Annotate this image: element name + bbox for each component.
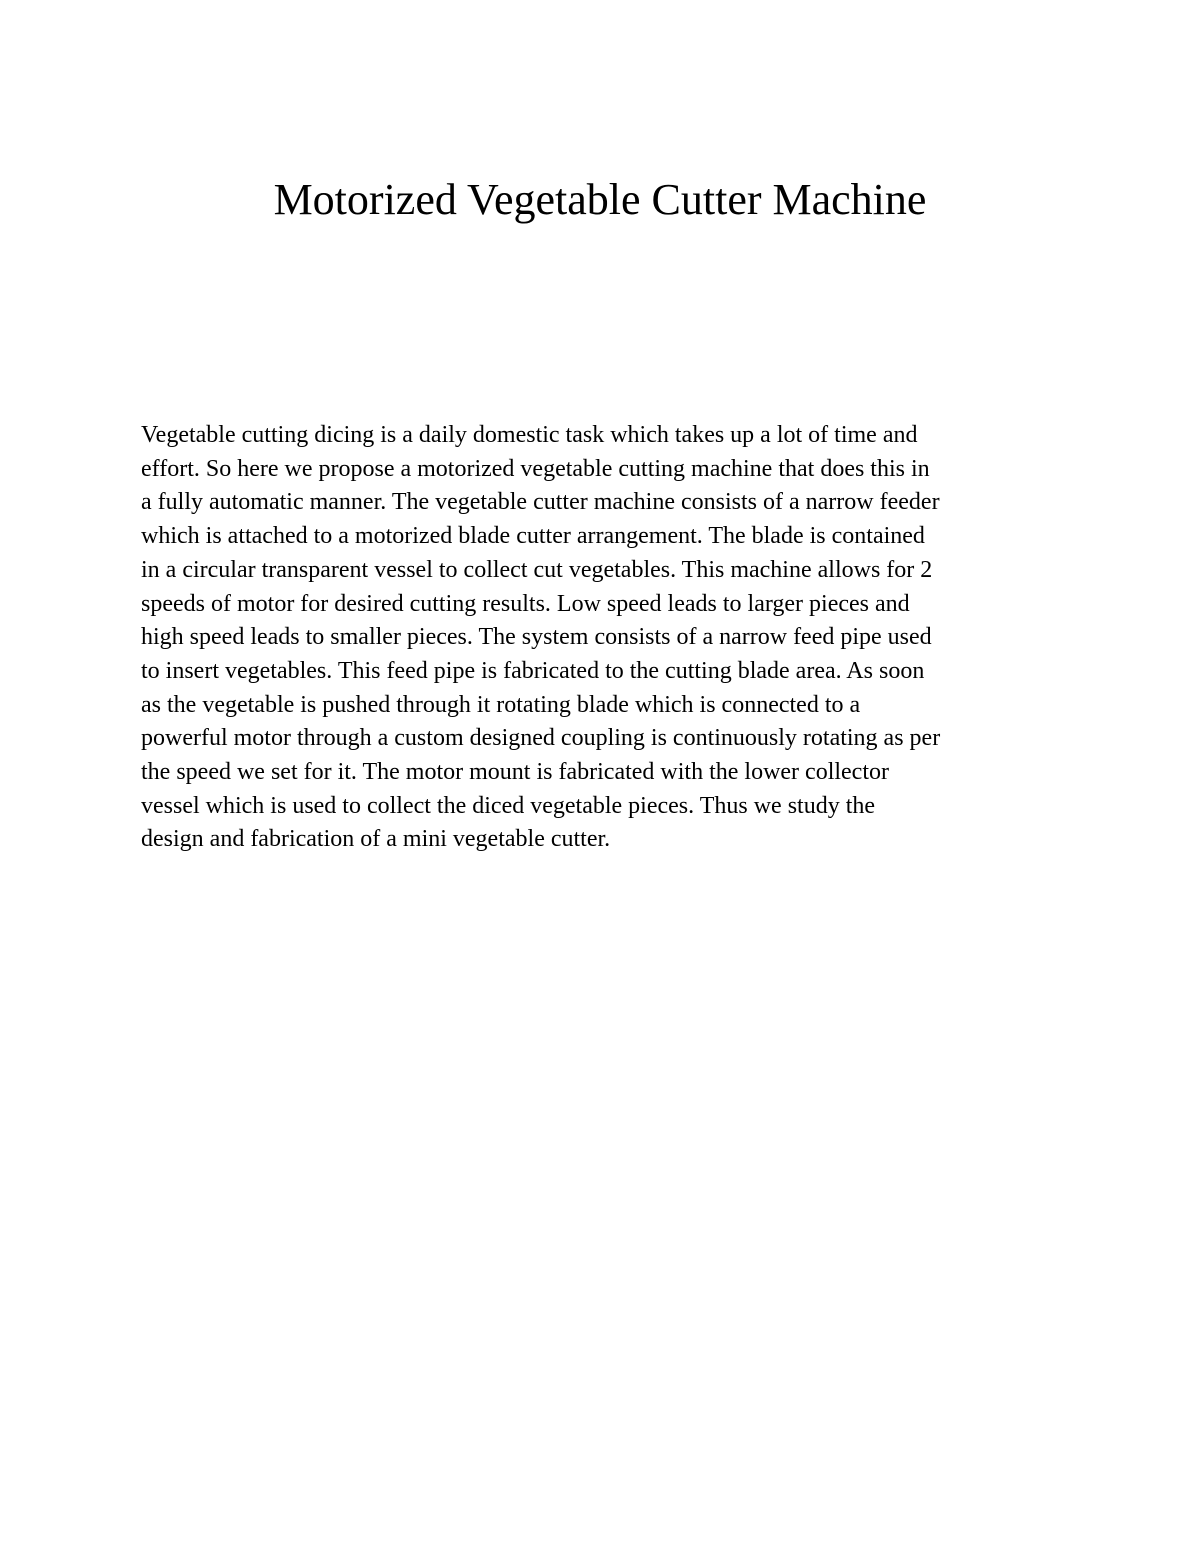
document-title: Motorized Vegetable Cutter Machine: [273, 175, 927, 224]
body-line: as the vegetable is pushed through it rotating blade which is connected to a: [141, 691, 861, 718]
body-line: which is attached to a motorized blade cutter arrangement. The blade is contained: [141, 523, 925, 550]
body-line: effort. So here we propose a motorized vegetable cutting machine that does this in: [141, 455, 930, 482]
body-line: the speed we set for it. The motor mount is fabricated with the lower collector: [141, 759, 889, 786]
body-line: vessel which is used to collect the diced vegetable pieces. Thus we study the: [141, 792, 876, 819]
body-line: speeds of motor for desired cutting results. Low speed leads to larger pieces and: [141, 590, 910, 617]
body-line: high speed leads to smaller pieces. The system consists of a narrow feed pipe used: [141, 624, 932, 651]
document-body: [141, 419, 1071, 857]
body-line: design and fabrication of a mini vegetable cutter.: [141, 826, 611, 853]
body-line: powerful motor through a custom designed coupling is continuously rotating as per: [141, 725, 941, 752]
body-line: to insert vegetables. This feed pipe is fabricated to the cutting blade area. As soon: [141, 657, 925, 684]
body-line: in a circular transparent vessel to collect cut vegetables. This machine allows for 2: [141, 556, 933, 583]
body-line: Vegetable cutting dicing is a daily domestic task which takes up a lot of time and: [141, 422, 918, 448]
body-line: a fully automatic manner. The vegetable cutter machine consists of a narrow feeder: [141, 489, 940, 516]
